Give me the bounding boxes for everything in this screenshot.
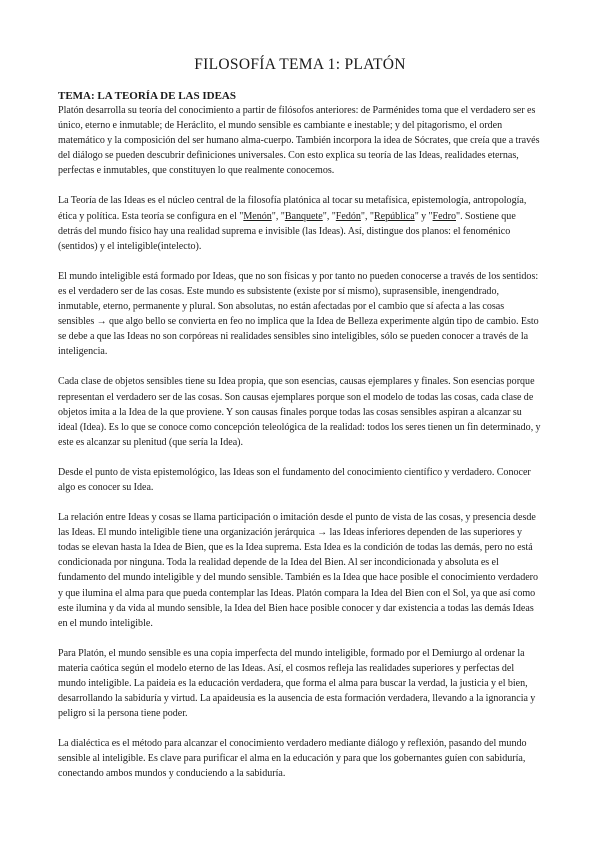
paragraph-2-text-a: La Teoría de las Ideas es el núcleo central de la filosofía platónica al tocar su metafísica, epistemología, antropología, ética y política. Esta teoría se configura en el " (58, 195, 527, 222)
paragraph-8: La dialéctica es el método para alcanzar el conocimiento verdadero mediante diálogo y reflexión, pasando del mundo sensible al inteligible. Es clave para purificar el alma en la educación y para que los gobernantes guíen con sabiduría, conectando ambos mundos y conduciendo a la sabiduría. (58, 738, 527, 780)
paragraph-2-text-b: ". Sostiene que detrás del mundo físico hay una realidad suprema e invisible (las Ideas). Así, distingue dos planos: el fenoménico (sentidos) y el inteligible(intelecto). (58, 210, 516, 252)
paragraph-2-separator: ", " (360, 210, 374, 222)
work-title-banquete: Banquete (284, 210, 323, 222)
work-title-fedon: Fedón (335, 210, 361, 222)
paragraph-4: Cada clase de objetos sensibles tiene su Idea propia, que son esencias, causas ejemplares y finales. Son esencias porque representan el verdadero ser de las cosas. Son causas ejemplares porque son el modelo de todas las cosas, cada clase de objetos imita a la Idea de la que proviene. Y son causas finales porque todas las cosas sensibles aspiran a alcanzar su ideal (Idea). Es lo que se conoce como concepción teleológica de la realidad: todos los seres tienen un fin determinado, y este es alcanzar su plenitud (que sería la Idea). (58, 376, 541, 448)
paragraph-2-separator: ", " (322, 210, 336, 222)
paragraph-7: Para Platón, el mundo sensible es una copia imperfecta del mundo inteligible, formado por el Demiurgo al ordenar la materia caótica según el modelo eterno de las Ideas. Así, el cosmos refleja las realidades superiores y perfectas del mundo inteligible. La paideia es la educación verdadera, que forma el alma para buscar la verdad, la justicia y el bien, desarrollando la sabiduría y virtud. La apaideusia es la ausencia de esta formación verdadera, llevando a la ignorancia y peligro si la persona tiene poder. (58, 647, 536, 720)
section-title: TEMA: LA TEORÍA DE LAS IDEAS (58, 90, 236, 102)
paragraph-2 (58, 193, 542, 253)
work-title-republica: República (373, 210, 415, 222)
paragraph-1: Platón desarrolla su teoría del conocimiento a partir de filósofos anteriores: de Parménides toma que el verdadero ser es único, eterno e inmutable; de Heráclito, el mundo sensible es cambiante e inestable; y del pitagorismo, el orden matemático y la composición del ser humano alma-cuerpo. También incorpora la idea de Sócrates, que creía que a través del diálogo se pueden descubrir definiciones universales. Con esto explica su teoría de las Ideas, realidades eternas, perfectas e inmutables, que constituyen lo que realmente conocemos. (58, 105, 540, 177)
paragraph-3: El mundo inteligible está formado por Ideas, que no son físicas y por tanto no pueden conocerse a través de los sentidos: es el verdadero ser de las cosas. Este mundo es subsistente (existe por sí mismo), suprasensible, inengendrado, inmutable, eterno, permanente y plural. Son absolutas, no están afectadas por el cambio que sí afecta a las cosas sensibles → que algo bello se convierta en feo no implica que la Idea de Belleza experimente algún tipo de cambio. Esto se debe a que las Ideas no son corpóreas ni realidades sensibles sino inteligibles, sólo se pueden conocer a través de la inteligencia. (58, 270, 539, 358)
document-title: FILOSOFÍA TEMA 1: PLATÓN (194, 56, 406, 73)
work-title-fedro: Fedro (432, 210, 456, 222)
paragraph-6: La relación entre Ideas y cosas se llama participación o imitación desde el punto de vista de las cosas, y presencia desde las Ideas. El mundo inteligible tiene una organización jerárquica → las Ideas inferiores dependen de las superiores y todas se elevan hasta la Idea de Bien, que es la Idea suprema. Esta Idea es la condición de todas las demás, pero no está condicionada por ninguna. Toda la realidad depende de la Idea del Bien. Al ser incondicionada y absoluta es el fundamento del mundo inteligible y del mundo sensible. También es la Idea que hace posible el conocimiento verdadero y que ilumina el alma para que pueda contemplar las Ideas. Platón compara la Idea del Bien con el Sol, ya que así como este ilumina y da vida al mundo sensible, la Idea del Bien hace posible conocer y dar existencia a todas las demás Ideas en el mundo inteligible. (58, 512, 539, 629)
paragraph-5: Desde el punto de vista epistemológico, las Ideas son el fundamento del conocimiento científico y verdadero. Conocer algo es conocer su Idea. (58, 466, 531, 493)
document-page (58, 56, 542, 797)
work-title-menon: Menón (243, 210, 272, 222)
paragraph-2-separator: ", " (271, 210, 285, 222)
paragraph-2-separator: " y " (414, 210, 433, 222)
